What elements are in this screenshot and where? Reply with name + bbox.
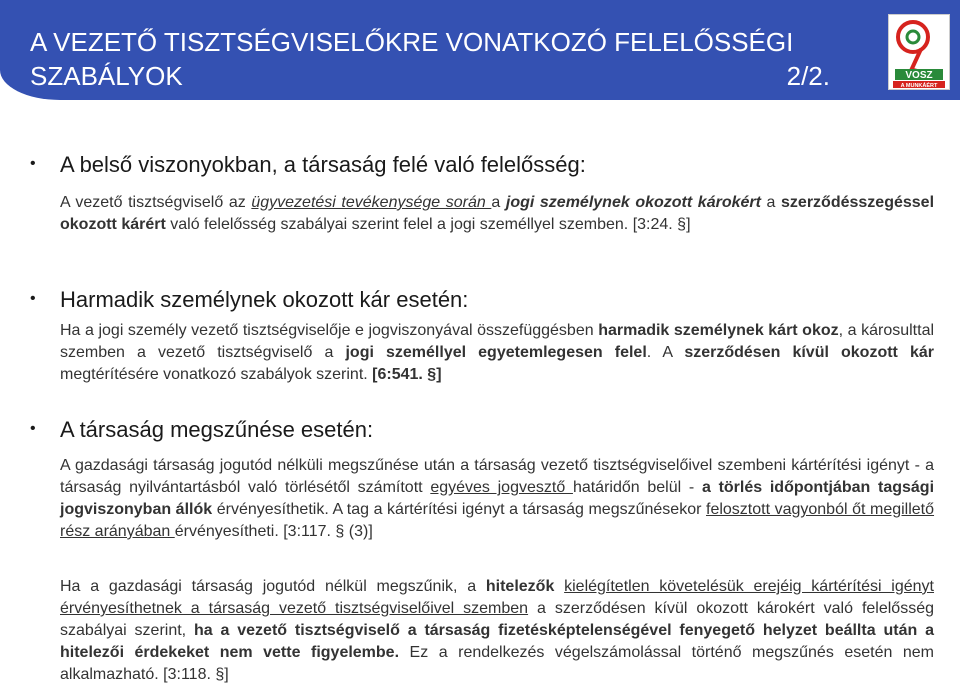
logo-text-main: VOSZ	[905, 70, 933, 81]
paragraph-dissolution-creditors: Ha a gazdasági társaság jogutód nélkül megszűnik, a hitelezők kielégítetlen követelésük erejéig kártérítési igényt érvényesíthetnek a társaság vezető tisztségviselőivel szemben a szerződésen kívül okozott károkért való felelősség szabályai szerint, ha a vezető tisztségviselő a társaság fizetésképtelenségével fenyegető helyzet beállta után a hitelezői érdekeket nem vette figyelembe. Ez a rendelkezés végelszámolással történő megszűnés esetén nem alkalmazható. [3:118. §]	[60, 578, 935, 683]
bullet: •	[30, 155, 36, 172]
title-line-1: A VEZETŐ TISZTSÉGVISELŐKRE VONATKOZÓ FELELŐSSÉGI	[30, 27, 794, 57]
bullet: •	[30, 420, 36, 437]
paragraph-dissolution-members: A gazdasági társaság jogutód nélküli megszűnése után a társaság vezető tisztségviselőivel szembeni kártérítési igényt - a társaság nyilvántartásból való törlésétől számított egyéves jogvesztő határidőn belül - a törlés időpontjában tagsági jogviszonyban állók érvényesíthetik. A tag a kártérítési igényt a társaság megszűnésekor felosztott vagyonból őt megillető rész arányában érvényesítheti. [3:117. § (3)]	[60, 457, 935, 540]
heading-text: A társaság megszűnése esetén:	[60, 417, 374, 442]
vosz-logo	[888, 14, 950, 90]
key-logo-icon	[889, 15, 949, 89]
slide-header	[0, 0, 960, 100]
title-line-2: SZABÁLYOK	[30, 61, 183, 91]
page-number: 2/2.	[786, 61, 830, 91]
bullet: •	[30, 290, 36, 307]
slide-title	[30, 25, 830, 93]
heading-text: A belső viszonyokban, a társaság felé való felelősség:	[60, 152, 586, 177]
logo-text-sub: A MUNKÁÉRT	[900, 83, 938, 89]
heading-text: Harmadik személynek okozott kár esetén:	[60, 287, 469, 312]
paragraph-third-party-liability: Ha a jogi személy vezető tisztségviselője e jogviszonyával összefüggésben harmadik személynek kárt okoz, a károsulttal szemben a vezető tisztségviselő a jogi személlyel egyetemlegesen felel. A szerződésen kívül okozott kár megtérítésére vonatkozó szabályok szerint. [6:541. §]	[60, 322, 935, 383]
paragraph-internal-liability: A vezető tisztségviselő az ügyvezetési tevékenysége során a jogi személynek okozott károkért a szerződésszegéssel okozott kárért való felelősség szabályai szerint felel a jogi személlyel szemben. [3:24. §]	[60, 194, 935, 233]
